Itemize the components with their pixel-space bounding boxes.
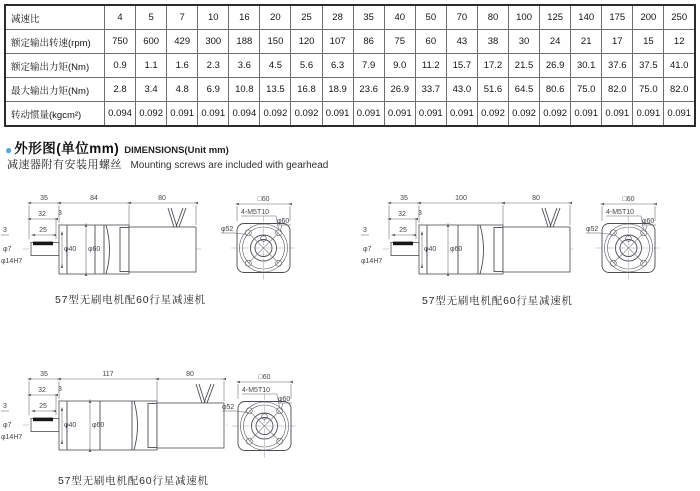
table-cell: 80: [477, 5, 508, 30]
table-cell: 0.091: [198, 102, 229, 127]
table-row: [5, 78, 695, 102]
dim-gear-od1: φ40: [64, 422, 77, 429]
table-row: [5, 102, 695, 127]
table-cell: 1.6: [167, 54, 198, 78]
dim-motor: 80: [532, 195, 540, 202]
dim-gear-od2: φ60: [92, 422, 105, 429]
table-cell: 30: [509, 30, 540, 54]
dim-shaft-od: φ7: [3, 246, 12, 253]
dim-front: 35: [40, 195, 48, 202]
table-cell: 82.0: [664, 78, 695, 102]
table-cell: 429: [167, 30, 198, 54]
dim-shaft-bore: φ14H7: [1, 434, 23, 441]
table-cell: 16: [229, 5, 260, 30]
table-cell: 25: [291, 5, 322, 30]
table-cell: 125: [540, 5, 571, 30]
table-cell: 60: [415, 30, 446, 54]
table-cell: 82.0: [602, 78, 633, 102]
motor-wires: [542, 208, 560, 227]
table-cell: 15: [633, 30, 664, 54]
dim-32: 32: [38, 387, 46, 394]
table-cell: 0.9: [105, 54, 136, 78]
dim-3-left: 3: [3, 227, 7, 234]
table-cell: 6.9: [198, 78, 229, 102]
dim-32: 32: [398, 211, 406, 218]
flange-view-drawing-1: [218, 190, 330, 320]
shaft-key: [33, 242, 53, 246]
table-cell: 33.7: [415, 78, 446, 102]
dim-3-top: 3: [58, 386, 62, 393]
table-cell: 40: [384, 5, 415, 30]
table-cell: 26.9: [384, 78, 415, 102]
table-cell: 2.3: [198, 54, 229, 78]
dim-square: □60: [258, 374, 271, 381]
dim-pcd: φ52: [586, 226, 599, 233]
dim-screws: 4-M5T10: [606, 209, 635, 216]
table-cell: 13.5: [260, 78, 291, 102]
table-cell: 4.8: [167, 78, 198, 102]
dim-screws: 4-M5T10: [242, 387, 271, 394]
table-cell: 37.5: [633, 54, 664, 78]
dim-shaft-bore: φ14H7: [1, 258, 23, 265]
table-cell: 107: [322, 30, 353, 54]
table-cell: 7.9: [353, 54, 384, 78]
shaft-key: [33, 418, 53, 422]
table-cell: 250: [664, 5, 695, 30]
dim-25: 25: [39, 227, 47, 234]
table-cell: 0.092: [136, 102, 167, 127]
dim-front: 35: [400, 195, 408, 202]
table-cell: 200: [633, 5, 664, 30]
table-cell: 6.3: [322, 54, 353, 78]
table-cell: 0.091: [415, 102, 446, 127]
table-cell: 86: [353, 30, 384, 54]
table-cell: 0.091: [633, 102, 664, 127]
table-row-label: 最大输出力矩(Nm): [5, 78, 105, 102]
table-cell: 100: [509, 5, 540, 30]
table-row-label: 额定输出转速(rpm): [5, 30, 105, 54]
dim-square: □60: [257, 196, 270, 203]
table-cell: 21: [571, 30, 602, 54]
table-cell: 1.1: [136, 54, 167, 78]
table-cell: 20: [260, 5, 291, 30]
motor-wires: [196, 384, 214, 403]
table-row: [5, 30, 695, 54]
flange-view-drawing-2: [583, 190, 695, 320]
table-cell: 17.2: [477, 54, 508, 78]
table-cell: 50: [415, 5, 446, 30]
table-cell: 37.6: [602, 54, 633, 78]
dim-pcd: φ52: [221, 226, 234, 233]
table-cell: 75: [384, 30, 415, 54]
table-cell: 5: [136, 5, 167, 30]
table-cell: 140: [571, 5, 602, 30]
table-cell: 0.091: [353, 102, 384, 127]
motor-wires: [168, 208, 186, 227]
dim-25: 25: [39, 403, 47, 410]
table-cell: 35: [353, 5, 384, 30]
bullet-icon: ●: [5, 143, 13, 157]
table-cell: 0.092: [260, 102, 291, 127]
table-cell: 0.092: [291, 102, 322, 127]
table-cell: 43: [446, 30, 477, 54]
table-cell: 300: [198, 30, 229, 54]
section-note-zh: 减速器附有安装用螺丝: [7, 159, 122, 171]
table-cell: 21.5: [509, 54, 540, 78]
table-row-label: 转动惯量(kgcm²): [5, 102, 105, 127]
table-cell: 750: [105, 30, 136, 54]
table-cell: 0.091: [167, 102, 198, 127]
dim-od: φ60: [278, 396, 291, 403]
table-cell: 0.094: [229, 102, 260, 127]
section-note-en: Mounting screws are included with gearhead: [130, 160, 329, 171]
table-cell: 0.091: [664, 102, 695, 127]
dim-shaft-od: φ7: [3, 422, 12, 429]
table-cell: 0.091: [446, 102, 477, 127]
table-cell: 43.0: [446, 78, 477, 102]
table-cell: 7: [167, 5, 198, 30]
table-cell: 18.9: [322, 78, 353, 102]
table-cell: 28: [322, 5, 353, 30]
table-row: [5, 5, 695, 30]
dim-gear: 117: [102, 371, 114, 378]
table-cell: 0.092: [509, 102, 540, 127]
table-cell: 12: [664, 30, 695, 54]
table-cell: 3.6: [229, 54, 260, 78]
dim-gear-od2: φ60: [88, 246, 101, 253]
dim-screws: 4-M5T10: [241, 209, 270, 216]
dim-motor: 80: [158, 195, 166, 202]
table-row-label: 额定输出力矩(Nm): [5, 54, 105, 78]
table-cell: 4.5: [260, 54, 291, 78]
table-cell: 600: [136, 30, 167, 54]
table-cell: 70: [446, 5, 477, 30]
table-cell: 9.0: [384, 54, 415, 78]
dim-32: 32: [38, 211, 46, 218]
table-cell: 0.092: [477, 102, 508, 127]
dim-od: φ60: [642, 218, 655, 225]
shaft-key: [393, 242, 413, 246]
table-cell: 30.1: [571, 54, 602, 78]
table-cell: 23.6: [353, 78, 384, 102]
table-cell: 188: [229, 30, 260, 54]
drawing-caption-2: 57型无刷电机配60行星减速机: [422, 295, 573, 307]
table-cell: 175: [602, 5, 633, 30]
dim-od: φ60: [277, 218, 290, 225]
table-cell: 64.5: [509, 78, 540, 102]
table-cell: 0.094: [105, 102, 136, 127]
table-cell: 0.091: [384, 102, 415, 127]
dim-shaft-od: φ7: [363, 246, 372, 253]
table-row-label: 减速比: [5, 5, 105, 30]
table-cell: 5.6: [291, 54, 322, 78]
table-cell: 15.7: [446, 54, 477, 78]
table-cell: 2.8: [105, 78, 136, 102]
dim-gear-od2: φ60: [450, 246, 463, 253]
table-cell: 26.9: [540, 54, 571, 78]
dim-3-left: 3: [3, 403, 7, 410]
table-cell: 10.8: [229, 78, 260, 102]
dim-square: □60: [622, 196, 635, 203]
table-cell: 4: [105, 5, 136, 30]
dim-gear-od1: φ40: [424, 246, 437, 253]
table-cell: 75.0: [633, 78, 664, 102]
table-cell: 41.0: [664, 54, 695, 78]
spec-table: [4, 4, 696, 127]
dim-front: 35: [40, 371, 48, 378]
table-cell: 150: [260, 30, 291, 54]
section-title-en: DIMENSIONS(Unit mm): [124, 145, 229, 156]
dim-pcd: φ52: [222, 404, 235, 411]
table-cell: 120: [291, 30, 322, 54]
table-cell: 0.091: [322, 102, 353, 127]
table-cell: 3.4: [136, 78, 167, 102]
drawing-caption-1: 57型无刷电机配60行星减速机: [55, 294, 206, 306]
table-cell: 10: [198, 5, 229, 30]
table-cell: 0.091: [602, 102, 633, 127]
table-cell: 16.8: [291, 78, 322, 102]
dim-3-top: 3: [58, 210, 62, 217]
section-title-zh: 外形图(单位mm): [14, 141, 120, 156]
dim-25: 25: [399, 227, 407, 234]
table-cell: 51.6: [477, 78, 508, 102]
table-cell: 0.091: [571, 102, 602, 127]
drawing-caption-3: 57型无刷电机配60行星减速机: [58, 475, 209, 487]
table-cell: 24: [540, 30, 571, 54]
section-heading: [5, 137, 229, 157]
table-cell: 38: [477, 30, 508, 54]
table-cell: 0.092: [540, 102, 571, 127]
section-note: [7, 155, 328, 173]
dim-gear-od1: φ40: [64, 246, 77, 253]
dim-3-left: 3: [363, 227, 367, 234]
flange-view-drawing-3: [219, 368, 331, 491]
dim-3-top: 3: [418, 210, 422, 217]
dim-gear: 100: [455, 195, 467, 202]
dim-gear: 84: [90, 195, 98, 202]
table-cell: 17: [602, 30, 633, 54]
table-cell: 75.0: [571, 78, 602, 102]
dim-motor: 80: [186, 371, 194, 378]
dim-shaft-bore: φ14H7: [361, 258, 383, 265]
table-cell: 80.6: [540, 78, 571, 102]
table-row: [5, 54, 695, 78]
table-cell: 11.2: [415, 54, 446, 78]
